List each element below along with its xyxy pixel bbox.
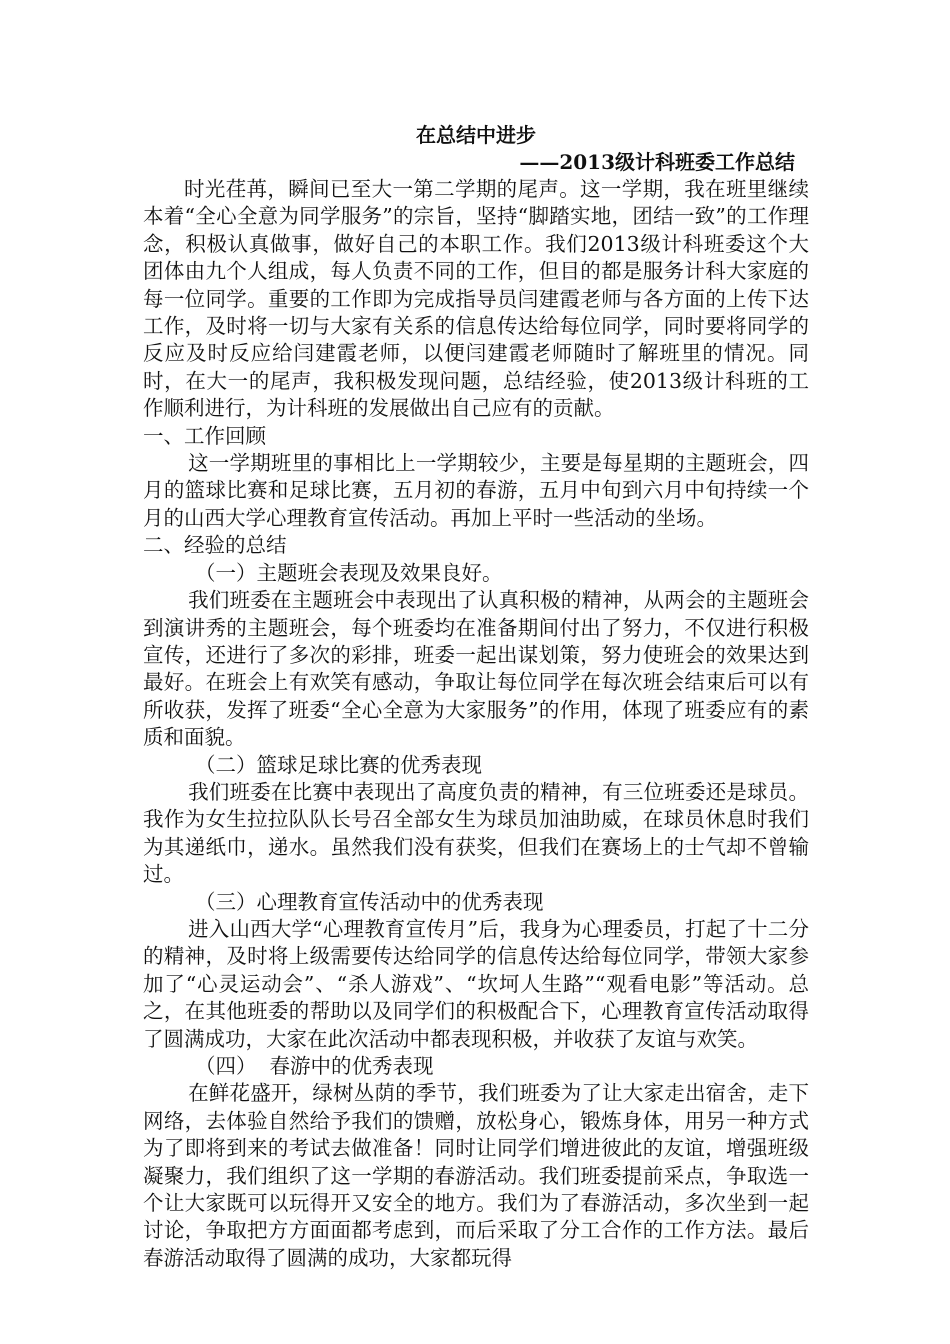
subheading-class-meeting: （一）主题班会表现及效果良好。 (195, 560, 503, 585)
subheading-spring-outing: （四） 春游中的优秀表现 (195, 1054, 434, 1078)
class-meeting-paragraph: 我们班委在主题班会中表现出了认真积极的精神，从两会的主题班会到演讲秀的主题班会，每个班委均在准备期间付出了努力，不仅进行积极宣传，还进行了多次的彩排，班委一起出谋划策，努力使班会的效果达到最好。在班会上有欢笑有感动，争取让每位同学在每次班会结束后可以有所收获，发挥了班委“全心全意为大家服务”的作用，体现了班委应有的素质和面貌。 (143, 588, 809, 750)
psychology-activity-paragraph: 进入山西大学“心理教育宣传月”后，我身为心理委员，打起了十二分的精神，及时将上级需要传达给同学的信息传达给每位同学，带领大家参加了“心灵运动会”、“杀人游戏”、“坎坷人生路”“观看电影”等活动。总之，在其他班委的帮助以及同学们的积极配合下，心理教育宣传活动取得了圆满成功，大家在此次活动中都表现积极，并收获了友谊与欢笑。 (143, 916, 809, 1051)
spring-outing-paragraph: 在鲜花盛开，绿树丛荫的季节，我们班委为了让大家走出宿舍，走下网络，去体验自然给予我们的馈赠，放松身心，锻炼身体，用另一种方式为了即将到来的考试去做准备！同时让同学们增进彼此的友谊，增强班级凝聚力，我们组织了这一学期的春游活动。我们班委提前采点，争取选一个让大家既可以玩得开又安全的地方。我们为了春游活动，多次坐到一起讨论，争取把方方面面都考虑到，而后采取了分工合作的工作方法。最后春游活动取得了圆满的成功，大家都玩得 (143, 1081, 809, 1270)
document-title: 在总结中进步 (416, 123, 536, 147)
review-paragraph: 这一学期班里的事相比上一学期较少，主要是每星期的主题班会，四月的篮球比赛和足球比赛，五月初的春游，五月中旬到六月中旬持续一个月的山西大学心理教育宣传活动。再加上平时一些活动的坐场。 (143, 451, 809, 530)
section-heading-review: 一、工作回顾 (143, 423, 266, 448)
document-page (143, 122, 809, 1272)
intro-paragraph: 时光荏苒，瞬间已至大一第二学期的尾声。这一学期，我在班里继续本着“全心全意为同学服务”的宗旨，坚持“脚踏实地，团结一致”的工作理念，积极认真做事，做好自己的本职工作。我们2013级计科班委这个大团体由九个人组成，每人负责不同的工作，但目的都是服务计科大家庭的每一位同学。重要的工作即为完成指导员闫建霞老师与各方面的上传下达工作，及时将一切与大家有关系的信息传达给每位同学，同时要将同学的反应及时反应给闫建霞老师，以便闫建霞老师随时了解班里的情况。同时，在大一的尾声，我积极发现问题，总结经验，使2013级计科班的工作顺利进行，为计科班的发展做出自己应有的贡献。 (143, 177, 809, 421)
document-subtitle: ——2013级计科班委工作总结 (519, 150, 795, 174)
section-heading-summary: 二、经验的总结 (143, 533, 287, 558)
subheading-ball-games: （二）篮球足球比赛的优秀表现 (195, 752, 482, 777)
subheading-psychology-activity: （三）心理教育宣传活动中的优秀表现 (195, 889, 544, 914)
ball-games-paragraph: 我们班委在比赛中表现出了高度负责的精神，有三位班委还是球员。我作为女生拉拉队队长号召全部女生为球员加油助威，在球员休息时我们为其递纸巾，递水。虽然我们没有获奖，但我们在赛场上的士气却不曾输过。 (143, 779, 809, 887)
